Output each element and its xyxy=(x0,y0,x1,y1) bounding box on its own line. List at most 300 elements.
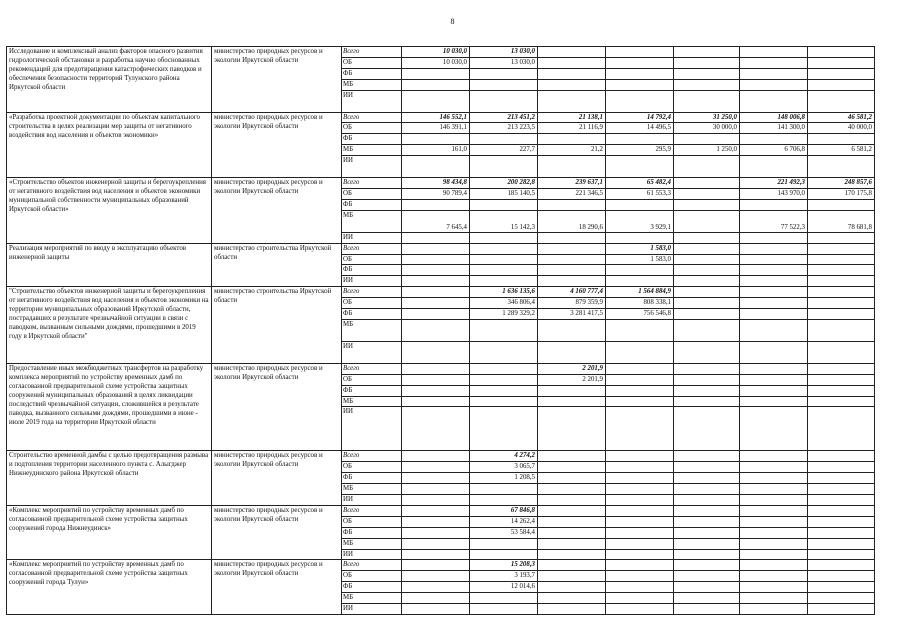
measure-name: Исследование и комплексный анализ факторов опасного развития гидрологической обстановки и разработка научно обоснованных рекомендаций для предотвращения катастрофических паводков и обеспечения безопасности территорий Тулунского района Иркутской области xyxy=(7,47,212,113)
amount-cell: 15 208,3 xyxy=(470,560,538,571)
amount-cell: 3 281 417,5 xyxy=(538,309,606,320)
amount-cell xyxy=(402,527,470,538)
amount-cell xyxy=(808,90,875,112)
amount-cell xyxy=(674,287,740,298)
funding-source: Всего xyxy=(342,47,402,58)
amount-cell xyxy=(402,407,470,451)
amount-cell xyxy=(402,495,470,506)
amount-cell xyxy=(674,603,740,614)
amount-cell xyxy=(740,560,808,571)
amount-cell xyxy=(606,451,674,462)
amount-cell xyxy=(808,309,875,320)
amount-cell: 6 581,2 xyxy=(808,145,875,156)
amount-cell: 12 014,6 xyxy=(470,582,538,593)
amount-cell xyxy=(808,505,875,516)
amount-cell: 2 201,9 xyxy=(538,363,606,374)
amount-cell: 148 006,8 xyxy=(740,112,808,123)
amount-cell xyxy=(808,527,875,538)
amount-cell xyxy=(402,396,470,407)
amount-cell xyxy=(402,516,470,527)
amount-cell xyxy=(606,473,674,484)
funding-source: МБ xyxy=(342,484,402,495)
measure-name: Строительство временной дамбы с целью предотвращения размыва и подтопления территории населенного пункта с. Алыгджер Нижнеудинского района Иркутской области xyxy=(7,451,212,505)
amount-cell xyxy=(402,473,470,484)
amount-cell xyxy=(674,374,740,385)
amount-cell: 3 065,7 xyxy=(470,462,538,473)
amount-cell xyxy=(402,232,470,243)
amount-cell xyxy=(470,484,538,495)
amount-cell xyxy=(674,232,740,243)
amount-cell xyxy=(606,47,674,58)
amount-cell xyxy=(808,407,875,451)
amount-cell xyxy=(674,199,740,210)
amount-cell xyxy=(740,473,808,484)
amount-cell xyxy=(538,199,606,210)
amount-cell xyxy=(606,462,674,473)
amount-cell xyxy=(740,462,808,473)
amount-cell xyxy=(740,495,808,506)
amount-cell xyxy=(538,527,606,538)
amount-cell: 10 030,0 xyxy=(402,47,470,58)
amount-cell xyxy=(402,484,470,495)
funding-source: ОБ xyxy=(342,298,402,309)
amount-cell xyxy=(606,603,674,614)
funding-source: ОБ xyxy=(342,123,402,134)
amount-cell xyxy=(674,385,740,396)
amount-cell xyxy=(740,134,808,145)
amount-cell xyxy=(538,484,606,495)
amount-cell xyxy=(538,232,606,243)
amount-cell xyxy=(402,341,470,363)
amount-cell xyxy=(674,571,740,582)
amount-cell xyxy=(470,79,538,90)
amount-cell xyxy=(402,254,470,265)
amount-cell: 1 636 135,6 xyxy=(470,287,538,298)
amount-cell xyxy=(402,462,470,473)
funding-source: ИИ xyxy=(342,90,402,112)
funding-source: ОБ xyxy=(342,462,402,473)
amount-cell: 221 492,3 xyxy=(740,178,808,189)
amount-cell xyxy=(606,527,674,538)
amount-cell: 90 789,4 xyxy=(402,189,470,200)
amount-cell xyxy=(808,79,875,90)
executor-name: министерство природных ресурсов и экологии Иркутской области xyxy=(212,112,342,178)
amount-cell xyxy=(538,495,606,506)
measure-name: «Комплекс мероприятий по устройству временных дамб по согласованной предварительной схеме устройства защитных сооружений города Тулун» xyxy=(7,560,212,614)
amount-cell xyxy=(606,582,674,593)
executor-name: министерство природных ресурсов и экологии Иркутской области xyxy=(212,505,342,559)
amount-cell xyxy=(402,265,470,276)
amount-cell xyxy=(606,363,674,374)
amount-cell xyxy=(538,407,606,451)
amount-cell xyxy=(674,79,740,90)
amount-cell: 808 338,1 xyxy=(606,298,674,309)
amount-cell xyxy=(606,57,674,68)
amount-cell xyxy=(538,47,606,58)
amount-cell xyxy=(606,156,674,178)
amount-cell xyxy=(538,68,606,79)
amount-cell: 143 970,0 xyxy=(740,189,808,200)
amount-cell xyxy=(808,134,875,145)
amount-cell xyxy=(538,319,606,341)
amount-cell xyxy=(808,549,875,560)
amount-cell xyxy=(538,79,606,90)
amount-cell xyxy=(470,276,538,287)
amount-cell: 295,9 xyxy=(606,145,674,156)
amount-cell: 14 496,5 xyxy=(606,123,674,134)
funding-source: ИИ xyxy=(342,341,402,363)
amount-cell: 65 482,4 xyxy=(606,178,674,189)
amount-cell xyxy=(470,319,538,341)
funding-source: ИИ xyxy=(342,276,402,287)
amount-cell xyxy=(470,199,538,210)
amount-cell: 13 030,0 xyxy=(470,47,538,58)
amount-cell xyxy=(808,156,875,178)
amount-cell: 7 645,4 xyxy=(402,210,470,232)
funding-source: ИИ xyxy=(342,232,402,243)
amount-cell xyxy=(808,243,875,254)
amount-cell xyxy=(470,243,538,254)
funding-source: ФБ xyxy=(342,582,402,593)
amount-cell xyxy=(538,90,606,112)
amount-cell xyxy=(402,538,470,549)
funding-source: ИИ xyxy=(342,156,402,178)
amount-cell xyxy=(674,473,740,484)
amount-cell: 221 346,5 xyxy=(538,189,606,200)
table-row xyxy=(7,363,875,374)
funding-source: МБ xyxy=(342,145,402,156)
amount-cell xyxy=(740,199,808,210)
amount-cell: 1 208,5 xyxy=(470,473,538,484)
amount-cell xyxy=(674,134,740,145)
amount-cell xyxy=(740,79,808,90)
amount-cell: 40 000,0 xyxy=(808,123,875,134)
amount-cell xyxy=(808,516,875,527)
amount-cell xyxy=(538,582,606,593)
amount-cell xyxy=(674,178,740,189)
amount-cell xyxy=(402,560,470,571)
amount-cell xyxy=(402,603,470,614)
amount-cell xyxy=(740,309,808,320)
amount-cell xyxy=(674,265,740,276)
funding-source: Всего xyxy=(342,112,402,123)
amount-cell xyxy=(606,79,674,90)
amount-cell: 146 552,1 xyxy=(402,112,470,123)
amount-cell xyxy=(740,287,808,298)
amount-cell xyxy=(538,265,606,276)
amount-cell: 77 522,3 xyxy=(740,210,808,232)
amount-cell: 98 434,8 xyxy=(402,178,470,189)
amount-cell xyxy=(470,265,538,276)
funding-source: ИИ xyxy=(342,407,402,451)
amount-cell xyxy=(740,549,808,560)
amount-cell xyxy=(538,560,606,571)
amount-cell xyxy=(674,341,740,363)
amount-cell xyxy=(808,254,875,265)
funding-source: МБ xyxy=(342,538,402,549)
amount-cell xyxy=(606,199,674,210)
amount-cell: 200 282,8 xyxy=(470,178,538,189)
amount-cell xyxy=(740,265,808,276)
amount-cell xyxy=(538,473,606,484)
amount-cell xyxy=(470,407,538,451)
amount-cell xyxy=(538,396,606,407)
amount-cell xyxy=(740,341,808,363)
amount-cell xyxy=(740,243,808,254)
amount-cell xyxy=(808,68,875,79)
amount-cell xyxy=(808,232,875,243)
amount-cell xyxy=(402,451,470,462)
amount-cell xyxy=(402,199,470,210)
measure-name: «Комплекс мероприятий по устройству временных дамб по согласованной предварительной схеме устройства защитных сооружений города Нижнеудинск» xyxy=(7,505,212,559)
executor-name: министерство природных ресурсов и экологии Иркутской области xyxy=(212,47,342,113)
amount-cell xyxy=(808,341,875,363)
amount-cell xyxy=(808,571,875,582)
amount-cell xyxy=(402,363,470,374)
funding-source: ИИ xyxy=(342,549,402,560)
amount-cell xyxy=(740,593,808,604)
amount-cell: 31 250,0 xyxy=(674,112,740,123)
amount-cell: 227,7 xyxy=(470,145,538,156)
executor-name: министерство природных ресурсов и экологии Иркутской области xyxy=(212,560,342,614)
amount-cell xyxy=(538,538,606,549)
amount-cell xyxy=(808,47,875,58)
amount-cell xyxy=(674,189,740,200)
amount-cell xyxy=(538,57,606,68)
amount-cell xyxy=(674,538,740,549)
funding-source: ФБ xyxy=(342,309,402,320)
funding-source: ФБ xyxy=(342,527,402,538)
amount-cell xyxy=(606,495,674,506)
amount-cell xyxy=(740,582,808,593)
amount-cell xyxy=(470,374,538,385)
funding-source: Всего xyxy=(342,178,402,189)
amount-cell: 10 030,0 xyxy=(402,57,470,68)
amount-cell xyxy=(470,254,538,265)
amount-cell xyxy=(606,232,674,243)
funding-source: ОБ xyxy=(342,571,402,582)
page-number: 8 xyxy=(450,17,455,26)
amount-cell xyxy=(470,385,538,396)
amount-cell: 14 792,4 xyxy=(606,112,674,123)
amount-cell xyxy=(402,505,470,516)
amount-cell xyxy=(808,363,875,374)
budget-table xyxy=(6,46,875,615)
measure-name: Предоставление иных межбюджетных трансфертов на разработку комплекса мероприятий по устройству временных дамб по согласованной предварительной схеме устройства защитных сооружений муниципальных образований в целях ликвидации последствий чрезвычайной ситуации, сложившейся в результате паводка, вызванного сильными дождями, прошедшими в июне - июле 2019 года на территории Иркутской области xyxy=(7,363,212,451)
amount-cell: 248 857,6 xyxy=(808,178,875,189)
amount-cell: 213 223,5 xyxy=(470,123,538,134)
amount-cell xyxy=(538,462,606,473)
amount-cell xyxy=(674,57,740,68)
amount-cell xyxy=(470,156,538,178)
amount-cell: 1 564 884,9 xyxy=(606,287,674,298)
amount-cell xyxy=(740,298,808,309)
amount-cell xyxy=(402,319,470,341)
funding-source: ФБ xyxy=(342,199,402,210)
table-row xyxy=(7,560,875,571)
amount-cell xyxy=(674,560,740,571)
amount-cell xyxy=(674,156,740,178)
amount-cell xyxy=(674,527,740,538)
amount-cell xyxy=(674,451,740,462)
amount-cell xyxy=(538,505,606,516)
amount-cell xyxy=(538,134,606,145)
amount-cell xyxy=(674,319,740,341)
amount-cell xyxy=(674,276,740,287)
amount-cell xyxy=(470,396,538,407)
amount-cell xyxy=(402,571,470,582)
funding-source: Всего xyxy=(342,363,402,374)
amount-cell xyxy=(808,451,875,462)
funding-source: ИИ xyxy=(342,603,402,614)
funding-source: ФБ xyxy=(342,385,402,396)
funding-source: МБ xyxy=(342,79,402,90)
funding-source: ФБ xyxy=(342,134,402,145)
amount-cell xyxy=(674,396,740,407)
amount-cell: 4 160 777,4 xyxy=(538,287,606,298)
amount-cell xyxy=(470,341,538,363)
amount-cell: 3 929,1 xyxy=(606,210,674,232)
amount-cell xyxy=(606,407,674,451)
amount-cell xyxy=(808,603,875,614)
amount-cell: 21 116,9 xyxy=(538,123,606,134)
executor-name: министерство строительства Иркутской области xyxy=(212,243,342,287)
funding-source: МБ xyxy=(342,593,402,604)
amount-cell xyxy=(606,276,674,287)
funding-source: МБ xyxy=(342,210,402,232)
amount-cell: 46 581,2 xyxy=(808,112,875,123)
amount-cell: 239 637,1 xyxy=(538,178,606,189)
amount-cell xyxy=(606,549,674,560)
amount-cell xyxy=(470,549,538,560)
amount-cell: 1 289 329,2 xyxy=(470,309,538,320)
amount-cell: 21 138,1 xyxy=(538,112,606,123)
amount-cell: 146 391,1 xyxy=(402,123,470,134)
amount-cell xyxy=(740,374,808,385)
amount-cell xyxy=(808,396,875,407)
amount-cell xyxy=(674,309,740,320)
amount-cell xyxy=(740,385,808,396)
amount-cell xyxy=(402,287,470,298)
amount-cell xyxy=(538,516,606,527)
amount-cell: 13 030,0 xyxy=(470,57,538,68)
amount-cell xyxy=(470,495,538,506)
amount-cell xyxy=(538,341,606,363)
amount-cell: 53 584,4 xyxy=(470,527,538,538)
amount-cell xyxy=(740,538,808,549)
table-row xyxy=(7,287,875,298)
amount-cell xyxy=(808,265,875,276)
amount-cell xyxy=(740,396,808,407)
amount-cell: 21,2 xyxy=(538,145,606,156)
table-row xyxy=(7,505,875,516)
amount-cell xyxy=(402,79,470,90)
amount-cell xyxy=(606,68,674,79)
amount-cell xyxy=(674,484,740,495)
amount-cell xyxy=(470,232,538,243)
amount-cell xyxy=(402,582,470,593)
amount-cell xyxy=(402,243,470,254)
amount-cell xyxy=(674,495,740,506)
amount-cell xyxy=(674,243,740,254)
amount-cell xyxy=(538,276,606,287)
amount-cell xyxy=(808,462,875,473)
amount-cell xyxy=(740,319,808,341)
amount-cell xyxy=(606,374,674,385)
table-row xyxy=(7,451,875,462)
funding-source: Всего xyxy=(342,560,402,571)
amount-cell xyxy=(402,374,470,385)
amount-cell xyxy=(402,593,470,604)
amount-cell xyxy=(606,505,674,516)
amount-cell: 1 583,0 xyxy=(606,243,674,254)
funding-source: ОБ xyxy=(342,189,402,200)
amount-cell: 756 546,8 xyxy=(606,309,674,320)
amount-cell xyxy=(740,57,808,68)
amount-cell: 4 274,2 xyxy=(470,451,538,462)
table-row xyxy=(7,112,875,123)
amount-cell xyxy=(606,265,674,276)
table-row xyxy=(7,243,875,254)
amount-cell xyxy=(402,68,470,79)
amount-cell xyxy=(740,47,808,58)
amount-cell: 67 846,8 xyxy=(470,505,538,516)
amount-cell: 78 681,8 xyxy=(808,210,875,232)
amount-cell xyxy=(740,451,808,462)
amount-cell xyxy=(606,90,674,112)
funding-source: МБ xyxy=(342,319,402,341)
amount-cell xyxy=(808,276,875,287)
amount-cell xyxy=(606,385,674,396)
amount-cell xyxy=(606,396,674,407)
amount-cell xyxy=(674,582,740,593)
amount-cell: 161,0 xyxy=(402,145,470,156)
amount-cell xyxy=(740,527,808,538)
amount-cell xyxy=(606,538,674,549)
amount-cell xyxy=(402,156,470,178)
amount-cell: 6 706,8 xyxy=(740,145,808,156)
amount-cell xyxy=(402,276,470,287)
amount-cell xyxy=(740,254,808,265)
table-row xyxy=(7,47,875,58)
amount-cell xyxy=(740,276,808,287)
amount-cell xyxy=(402,385,470,396)
measure-name: «Разработка проектной документации по объектам капитального строительства в целях реализации мер защиты от негативного воздействия вод населения и объектов экономики» xyxy=(7,112,212,178)
amount-cell xyxy=(402,298,470,309)
amount-cell xyxy=(470,90,538,112)
amount-cell xyxy=(674,462,740,473)
amount-cell xyxy=(808,484,875,495)
amount-cell: 61 553,3 xyxy=(606,189,674,200)
amount-cell xyxy=(674,505,740,516)
amount-cell xyxy=(538,156,606,178)
amount-cell xyxy=(606,319,674,341)
amount-cell xyxy=(674,516,740,527)
amount-cell xyxy=(470,593,538,604)
amount-cell: 346 806,4 xyxy=(470,298,538,309)
amount-cell: 185 140,5 xyxy=(470,189,538,200)
amount-cell xyxy=(808,560,875,571)
amount-cell xyxy=(538,549,606,560)
amount-cell xyxy=(402,309,470,320)
amount-cell: 15 142,3 xyxy=(470,210,538,232)
executor-name: министерство природных ресурсов и экологии Иркутской области xyxy=(212,451,342,505)
funding-source: Всего xyxy=(342,287,402,298)
amount-cell xyxy=(740,516,808,527)
table-row xyxy=(7,178,875,189)
amount-cell xyxy=(740,505,808,516)
amount-cell xyxy=(606,560,674,571)
